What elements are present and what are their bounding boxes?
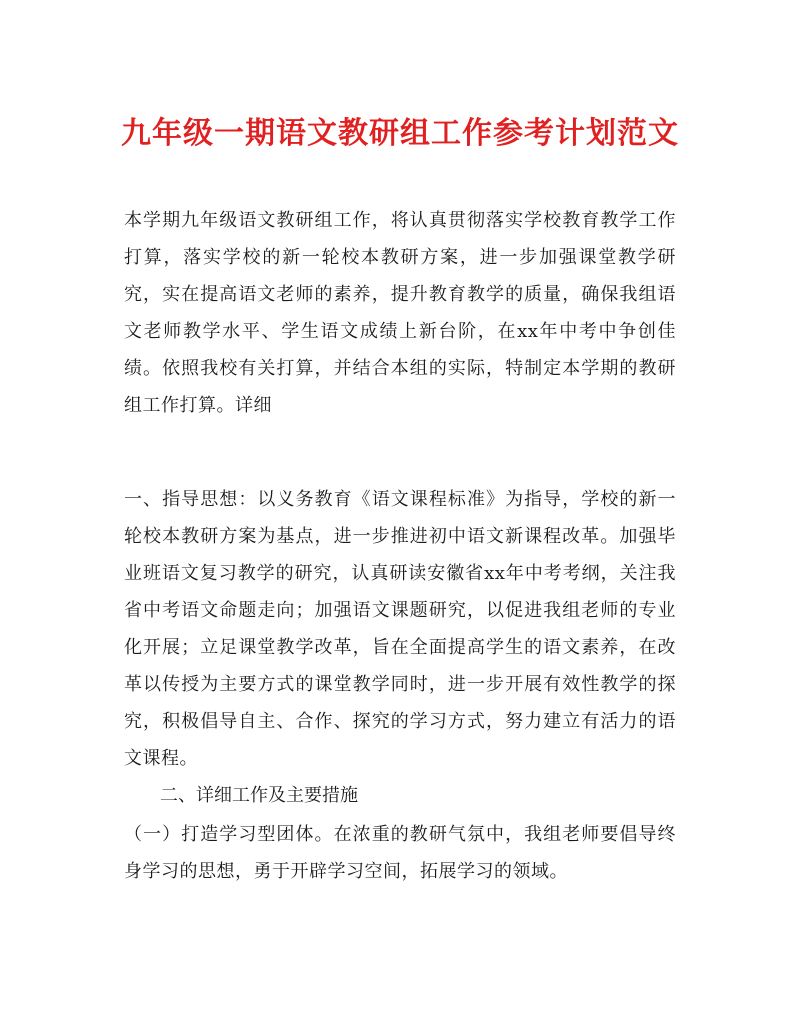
intro-paragraph: 本学期九年级语文教研组工作，将认真贯彻落实学校教育教学工作打算，落实学校的新一轮校本教研方案，进一步加强课堂教学研究，实在提高语文老师的素养，提升教育教学的质量，确保我组语文老师教学水平、学生语文成绩上新台阶，在xx年中考中争创佳绩。依照我校有关打算，并结合本组的实际，特制定本学期的教研组工作打算。详细 xyxy=(124,210,676,416)
guiding-thought-paragraph: 一、指导思想：以义务教育《语文课程标准》为指导，学校的新一轮校本教研方案为基点，进一步推进初中语文新课程改革。加强毕业班语文复习教学的研究，认真研读安徽省xx年中考考纲，关注我省中考语文命题走向；加强语文课题研究，以促进我组老师的专业化开展；立足课堂教学改革，旨在全面提高学生的语文素养，在改革以传授为主要方式的课堂教学同时，进一步开展有效性教学的探究，积极倡导自主、合作、探究的学习方式，努力建立有活力的语文课程。 xyxy=(124,489,676,769)
section-paragraph: （一）打造学习型团体。在浓重的教研气氛中，我组老师要倡导终身学习的思想，勇于开辟学习空间，拓展学习的领域。 xyxy=(124,824,676,882)
document-title: 九年级一期语文教研组工作参考计划范文 xyxy=(121,116,679,151)
section-heading: 二、详细工作及主要措施 xyxy=(160,785,358,806)
